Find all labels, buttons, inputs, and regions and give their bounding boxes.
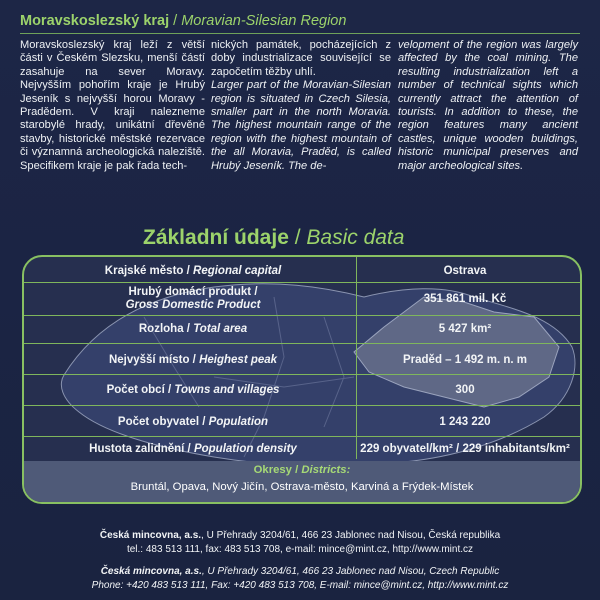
region-title-en: Moravian-Silesian Region: [181, 13, 347, 29]
intro-text-cs: Moravskoslezský kraj leží z větší části v Českém Slezsku, menší částí zasahuje na sever Moravy. Nejvyšším pohořím kraje je Hrubý Jeseník s nejvyšší horou Moravy - Pradědem. V kraji nalezneme starobylé hrady, unikátní dřevěné stavby, historické městské rezervace či významná archeologická naleziště. Specifikem kraje je pak řada tech-: [20, 39, 205, 172]
table-row-total-area: [24, 318, 580, 340]
table-row-highest-peak: [24, 349, 580, 371]
footer-contact-en: Phone: +420 483 513 111, Fax: +420 483 513 708, E-mail: mince@mint.cz, http://www.mint.cz: [91, 579, 509, 591]
table-row-population: [24, 411, 580, 433]
basic-data-title-cs: Základní údaje: [143, 226, 289, 249]
region-title: [20, 13, 346, 29]
districts-list: Bruntál, Opava, Nový Jičín, Ostrava-město, Karviná a Frýdek-Místek: [130, 481, 474, 493]
row-value: 300: [455, 384, 475, 396]
districts-title: Okresy / Districts:: [253, 464, 351, 476]
row-divider: [24, 315, 580, 316]
title-divider: [20, 33, 580, 34]
row-label: Počet obyvatel / Population: [117, 416, 269, 428]
basic-data-title-en: Basic data: [306, 226, 405, 249]
basic-data-title-separator: /: [288, 226, 307, 249]
row-divider: [24, 374, 580, 375]
table-row-population-density: [24, 438, 580, 460]
intro-column-2: [211, 39, 391, 173]
row-value: Ostrava: [443, 265, 487, 277]
footer-contact-cs: tel.: 483 513 111, fax: 483 513 708, e-mail: mince@mint.cz, http://www.mint.cz: [126, 543, 474, 555]
intro-text-en-end: velopment of the region was largely affected by the coal mining. The resulting industrialization left a number of technical sights which currently attract the attention of tourists. In addition to these, the region features many ancient castles, unique wooden buildings, historic municipal preserves and major archeological sites.: [398, 39, 578, 172]
intro-text-en: Larger part of the Moravian-Silesian region is situated in Czech Silesia, smaller part in the north Moravia. The highest mountain range of the region with the highest mountain of the all Moravia, Praděd, is called Hrubý Jeseník. The de-: [211, 79, 391, 172]
row-value: 5 427 km²: [438, 323, 492, 335]
row-divider: [24, 436, 580, 437]
footer-address-en: , U Přehrady 3204/61, 466 23 Jablonec nad Nisou, Czech Republic: [201, 566, 500, 577]
row-value: 229 obyvatel/km² / 229 inhabitants/km²: [360, 443, 570, 455]
column-divider: [356, 257, 357, 459]
row-label: Nejvyšší místo / Heighest peak: [108, 354, 278, 366]
footer-company-en: Česká mincovna, a.s.: [100, 566, 202, 577]
region-title-cs: Moravskoslezský kraj: [20, 13, 170, 29]
row-value: Praděd – 1 492 m. n. m: [402, 354, 527, 366]
row-divider: [24, 405, 580, 406]
basic-data-table: [22, 255, 582, 504]
row-label: Krajské město / Regional capital: [104, 265, 282, 277]
row-value: 1 243 220: [439, 416, 491, 428]
row-label: Hustota zalidnění / Population density: [89, 443, 297, 455]
intro-column-1: [20, 39, 205, 173]
basic-data-title: [143, 226, 404, 250]
row-label: Počet obcí / Towns and villages: [106, 384, 280, 396]
table-row-regional-capital: [24, 260, 580, 282]
intro-column-3: [398, 39, 578, 173]
footer-en: [0, 565, 600, 592]
table-row-gdp: [24, 283, 580, 315]
row-value: 351 861 mil. Kč: [423, 293, 507, 305]
footer-company-cs: Česká mincovna, a.s.: [99, 530, 202, 541]
table-row-towns-villages: [24, 379, 580, 401]
row-label: Hrubý domácí produkt / Gross Domestic Product: [125, 286, 261, 311]
intro-text-cs-end: nických památek, pocházejících z doby industrializace související se započetím těžby uhlí.: [211, 39, 391, 78]
footer-address-cs: , U Přehrady 3204/61, 466 23 Jablonec nad Nisou, Česká republika: [201, 530, 501, 541]
footer-cs: [0, 529, 600, 556]
region-title-separator: /: [169, 13, 182, 29]
row-divider: [24, 343, 580, 344]
row-label: Rozloha / Total area: [138, 323, 248, 335]
